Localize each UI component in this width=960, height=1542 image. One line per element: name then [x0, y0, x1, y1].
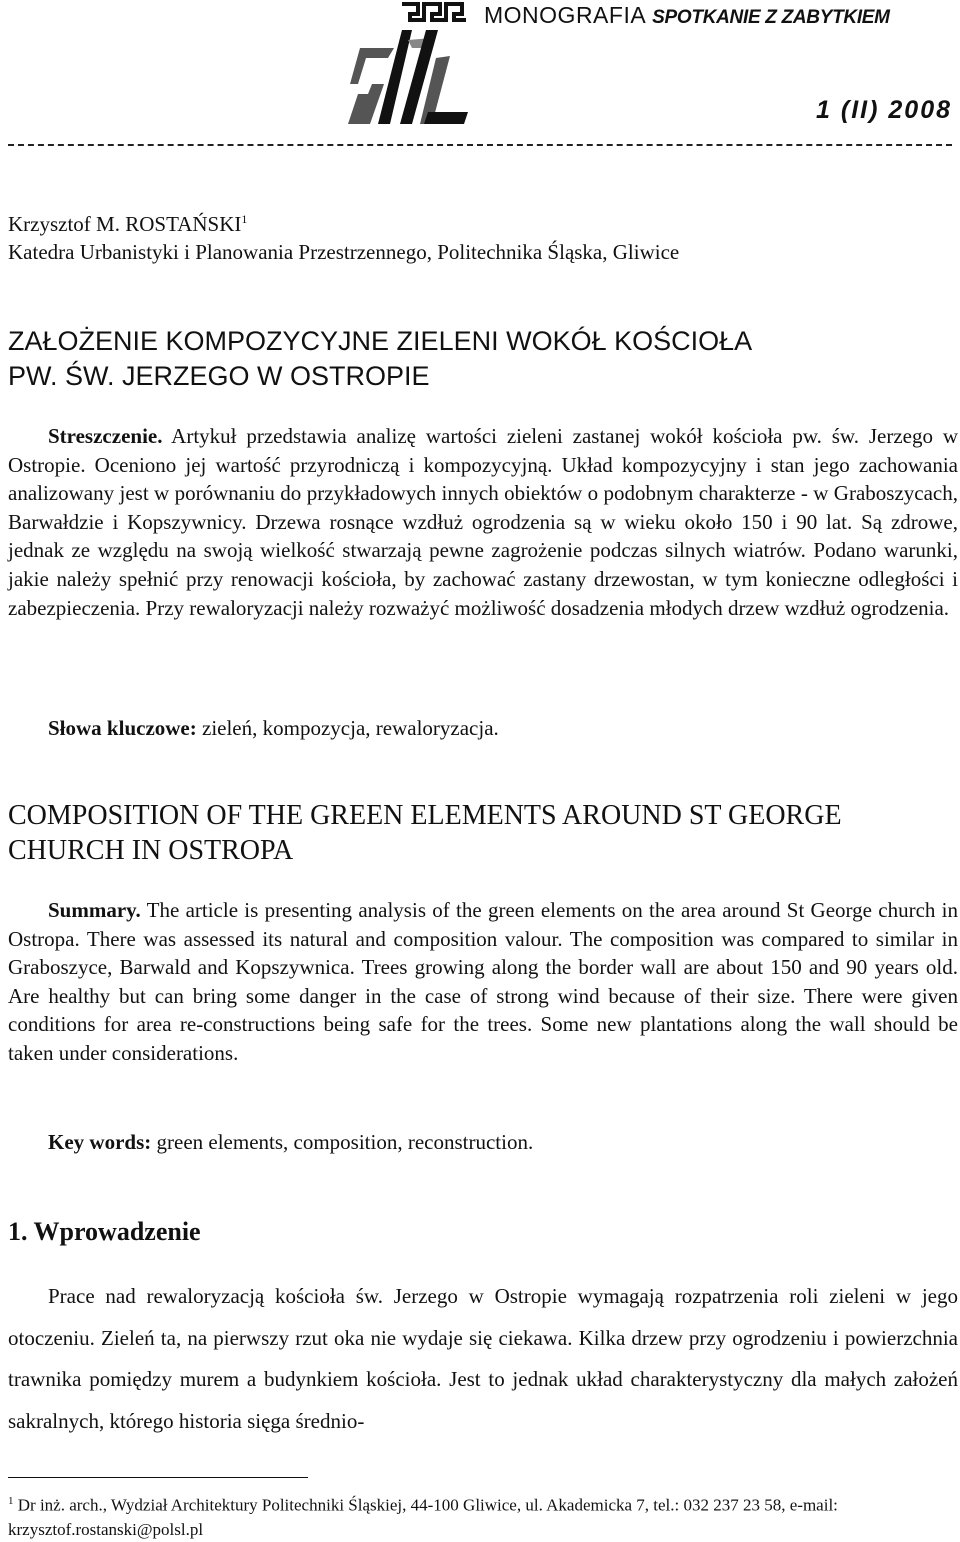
- abstract-label: Streszczenie.: [48, 424, 163, 448]
- title-english: [8, 798, 958, 868]
- abstract-polish: [8, 422, 958, 622]
- author-block: [8, 205, 958, 266]
- title-polish-line2: PW. ŚW. JERZEGO W OSTROPIE: [8, 361, 430, 391]
- keywords-english: [48, 1128, 948, 1156]
- summary-text: The article is presenting analysis of the green elements on the area around St George church in Ostropa. There was assessed its natural and composition valour. The composition was compared to similar in Graboszyce, Barwald and Kopszywnica. Trees growing along the border wall are about 150 and 90 years old. Are healthy but can bring some danger in the case of strong wind because of their size. There were given conditions for area re-constructions being safe for the trees. Some new plantations along the wall should be taken under considerations.: [8, 898, 958, 1065]
- keywords-english-text: green elements, composition, reconstruction.: [151, 1130, 534, 1154]
- footnote-rule: [8, 1477, 308, 1478]
- title-polish-line1: ZAŁOŻENIE KOMPOZYCYJNE ZIELENI WOKÓŁ KOŚCIOŁA: [8, 326, 753, 356]
- journal-title: [484, 2, 890, 29]
- keywords-english-label: Key words:: [48, 1130, 152, 1154]
- author-name: Krzysztof M. ROSTAŃSKI: [8, 212, 242, 236]
- footnote-marker: 1: [8, 1495, 14, 1507]
- spz-logo-icon: [340, 0, 480, 130]
- section-body: Prace nad rewaloryzacją kościoła św. Jerzego w Ostropie wymagają rozpatrzenia roli zieleni w jego otoczeniu. Zieleń ta, na pierwszy rzut oka nie wydaje się ciekawa. Kilka drzew przy ogrodzeniu i powierzchnia trawnika pomiędzy murem a budynkiem kościoła. Jest to jednak układ charakterystyczny dla małych założeń sakralnych, którego historia sięga średnio-: [8, 1284, 958, 1433]
- title-english-line1: COMPOSITION OF THE GREEN ELEMENTS AROUND ST GEORGE: [8, 800, 842, 831]
- abstract-text: Artykuł przedstawia analizę wartości zieleni zastanej wokół kościoła pw. św. Jerzego w Ostropie. Oceniono jej wartość przyrodniczą i kompozycyjną. Układ kompozycyjny i stan jego zachowania analizowany jest w porównaniu do przykładowych innych obiektów o podobnym charakterze - w Graboszycach, Barwałdzie i Kopszywnicy. Drzewa rosnące wzdłuż ogrodzenia są w wieku około 150 i 90 lat. Są zdrowe, jednak ze względu na swoją wielkość stwarzają pewne zagrożenie podczas silnych wiatrów. Podano warunki, jakie należy spełnić przy renowacji kościoła, by zachować zastany drzewostan, w tym konieczne odległości i zabezpieczenia. Przy rewaloryzacji należy rozważyć możliwość dosadzenia młodych drzew wzdłuż ogrodzenia.: [8, 424, 958, 620]
- summary-label: Summary.: [48, 898, 141, 922]
- title-polish: [8, 324, 958, 394]
- journal-header: [0, 0, 960, 150]
- journal-tagline: SPOTKANIE Z ZABYTKIEM: [652, 7, 890, 28]
- title-english-line2: CHURCH IN OSTROPA: [8, 835, 294, 866]
- keywords-polish: [48, 714, 948, 742]
- footnote-text: Dr inż. arch., Wydział Architektury Politechniki Śląskiej, 44-100 Gliwice, ul. Akademicka 7, tel.: 032 237 23 58, e-mail: krzysztof.rostanski@polsl.pl: [8, 1495, 838, 1539]
- summary-english: [8, 896, 958, 1068]
- monografia-label: MONOGRAFIA: [484, 2, 647, 28]
- keywords-polish-label: Słowa kluczowe:: [48, 716, 197, 740]
- header-divider: [8, 144, 952, 146]
- footnote: [8, 1489, 958, 1542]
- issue-number: 1 (II) 2008: [816, 96, 952, 124]
- keywords-polish-text: zieleń, kompozycja, rewaloryzacja.: [196, 716, 499, 740]
- section-heading: 1. Wprowadzenie: [8, 1217, 201, 1246]
- author-footnote-marker: 1: [241, 212, 248, 226]
- author-affiliation: Katedra Urbanistyki i Planowania Przestrzennego, Politechnika Śląska, Gliwice: [8, 240, 680, 264]
